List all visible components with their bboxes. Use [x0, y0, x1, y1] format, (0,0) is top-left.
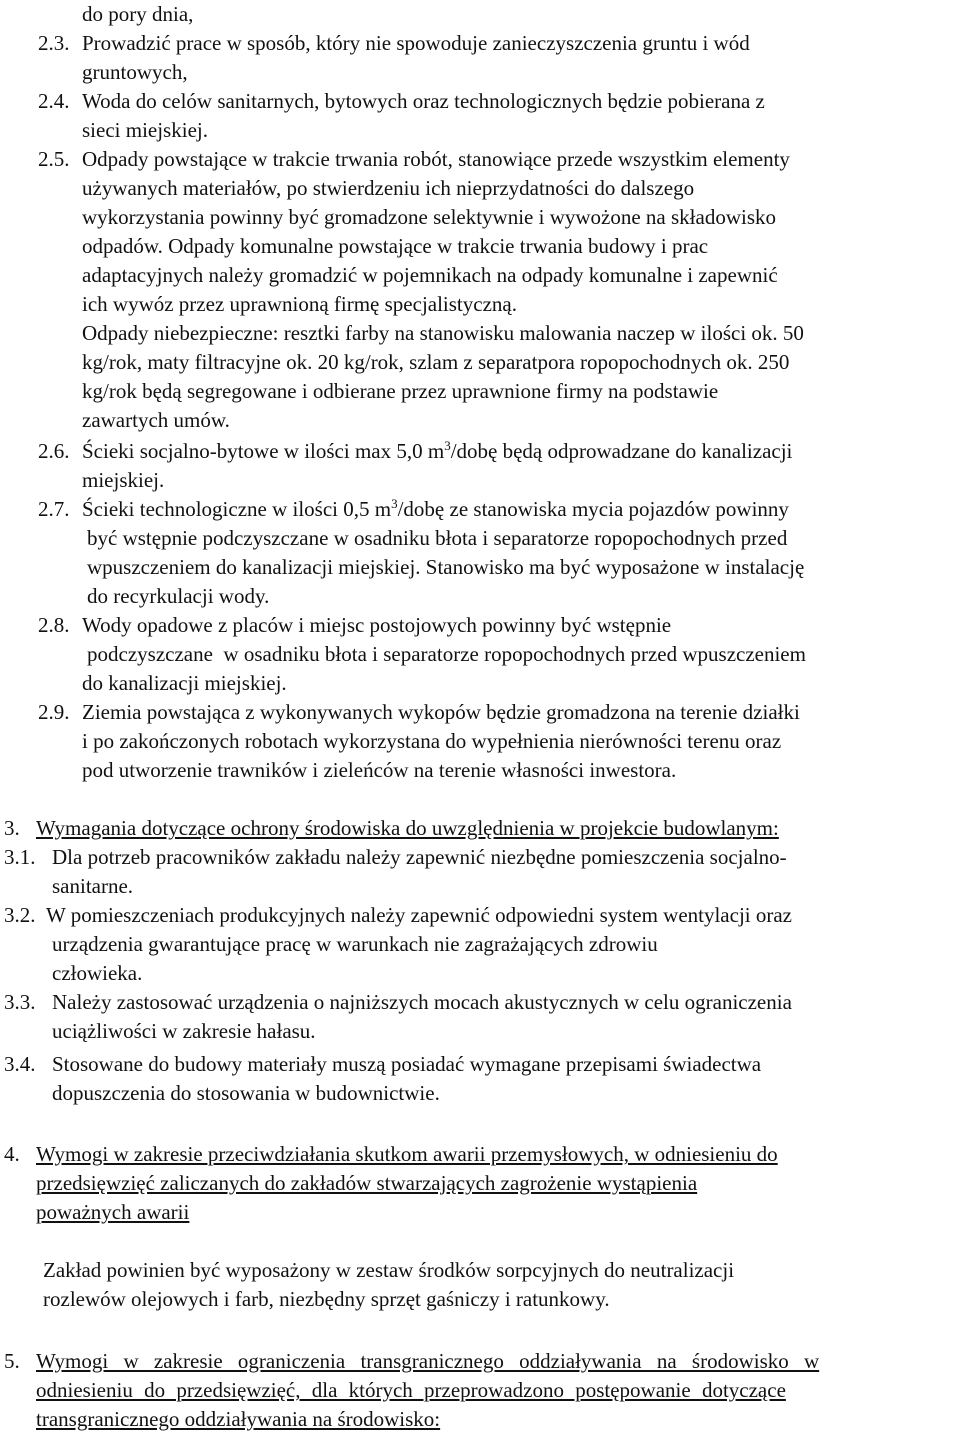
paragraph-line: do recyrkulacji wody.	[87, 584, 270, 608]
paragraph-line: urządzenia gwarantujące pracę w warunkach nie zagrażających zdrowiu	[52, 932, 658, 956]
paragraph-line: Prowadzić prace w sposób, który nie spowoduje zanieczyszczenia gruntu i wód	[82, 31, 750, 55]
paragraph-line: Odpady niebezpieczne: resztki farby na stanowisku malowania naczep w ilości ok. 50	[82, 321, 804, 345]
paragraph-line	[82, 495, 789, 524]
paragraph-line: wykorzystania powinny być gromadzone selektywnie i wywożone na składowisko	[82, 205, 777, 229]
paragraph-line: kg/rok, maty filtracyjne ok. 20 kg/rok, szlam z separatpora ropopochodnych ok. 250	[82, 350, 790, 374]
section-title-line: odniesieniu do przedsięwzięć, dla których przeprowadzono postępowanie dotyczące	[36, 1378, 786, 1402]
paragraph-line: Należy zastosować urządzenia o najniższych mocach akustycznych w celu ograniczenia	[52, 990, 792, 1014]
paragraph-line: miejskiej.	[82, 468, 165, 492]
paragraph-line: W pomieszczeniach produkcyjnych należy zapewnić odpowiedni system wentylacji oraz	[46, 903, 793, 927]
item-number: 2.8.	[38, 613, 70, 637]
item-number: 2.6.	[38, 439, 70, 463]
text-segment: Ścieki socjalno-bytowe w ilości max 5,0 m	[82, 439, 445, 463]
section-number: 3.	[4, 816, 20, 840]
paragraph-line: sanitarne.	[52, 874, 134, 898]
paragraph-line: rozlewów olejowych i farb, niezbędny sprzęt gaśniczy i ratunkowy.	[43, 1287, 610, 1311]
section-title-line: transgranicznego oddziaływania na środowisko:	[36, 1407, 441, 1431]
item-number: 2.7.	[38, 497, 70, 521]
paragraph-line	[82, 437, 792, 466]
section-title-line: poważnych awarii	[36, 1200, 190, 1224]
paragraph-line: Wody opadowe z placów i miejsc postojowych powinny być wstępnie	[82, 613, 672, 637]
paragraph-line: adaptacyjnych należy gromadzić w pojemnikach na odpady komunalne i zapewnić	[82, 263, 778, 287]
paragraph-line: wpuszczeniem do kanalizacji miejskiej. Stanowisko ma być wyposażone w instalację	[87, 555, 805, 579]
paragraph-line: sieci miejskiej.	[82, 118, 208, 142]
paragraph-line: dopuszczenia do stosowania w budownictwie.	[52, 1081, 440, 1105]
paragraph-line: i po zakończonych robotach wykorzystana do wypełnienia nierówności terenu oraz	[82, 729, 782, 753]
item-number: 2.3.	[38, 31, 70, 55]
paragraph-line: kg/rok będą segregowane i odbierane przez uprawnione firmy na podstawie	[82, 379, 719, 403]
section-title-line: Wymogi w zakresie ograniczenia transgranicznego oddziaływania na środowisko w	[36, 1349, 820, 1373]
item-number: 3.3.	[4, 990, 36, 1014]
text-segment: /dobę będą odprowadzane do kanalizacji	[450, 439, 793, 463]
paragraph-line: odpadów. Odpady komunalne powstające w trakcie trwania budowy i prac	[82, 234, 709, 258]
item-number: 2.4.	[38, 89, 70, 113]
section-title-line: przedsięwzięć zaliczanych do zakładów stwarzających zagrożenie wystąpienia	[36, 1171, 698, 1195]
item-number: 3.2.	[4, 903, 36, 927]
paragraph-line: Dla potrzeb pracowników zakładu należy zapewnić niezbędne pomieszczenia socjalno-	[52, 845, 787, 869]
section-number: 5.	[4, 1349, 20, 1373]
item-number: 3.1.	[4, 845, 36, 869]
superscript: 3	[391, 496, 398, 511]
paragraph-line: do kanalizacji miejskiej.	[82, 671, 287, 695]
paragraph-line: być wstępnie podczyszczane w osadniku błota i separatorze ropopochodnych przed	[87, 526, 788, 550]
superscript: 3	[444, 438, 451, 453]
paragraph-line: człowieka.	[52, 961, 143, 985]
paragraph-line: gruntowych,	[82, 60, 188, 84]
paragraph-line: uciążliwości w zakresie hałasu.	[52, 1019, 316, 1043]
paragraph-line: ich wywóz przez uprawnioną firmę specjalistyczną.	[82, 292, 517, 316]
paragraph-line: zawartych umów.	[82, 408, 230, 432]
paragraph-line: Ziemia powstająca z wykonywanych wykopów będzie gromadzona na terenie działki	[82, 700, 800, 724]
paragraph-line: Woda do celów sanitarnych, bytowych oraz technologicznych będzie pobierana z	[82, 89, 765, 113]
paragraph-line: Stosowane do budowy materiały muszą posiadać wymagane przepisami świadectwa	[52, 1052, 762, 1076]
section-title-line: Wymogi w zakresie przeciwdziałania skutkom awarii przemysłowych, w odniesieniu do	[36, 1142, 778, 1166]
item-number: 2.9.	[38, 700, 70, 724]
paragraph-line: podczyszczane w osadniku błota i separatorze ropopochodnych przed wpuszczeniem	[87, 642, 806, 666]
section-number: 4.	[4, 1142, 20, 1166]
paragraph-line: do pory dnia,	[82, 2, 194, 26]
item-number: 3.4.	[4, 1052, 36, 1076]
paragraph-line: pod utworzenie trawników i zieleńców na terenie własności inwestora.	[82, 758, 677, 782]
item-number: 2.5.	[38, 147, 70, 171]
paragraph-line: Odpady powstające w trakcie trwania robót, stanowiące przede wszystkim elementy	[82, 147, 790, 171]
paragraph-line: używanych materiałów, po stwierdzeniu ich nieprzydatności do dalszego	[82, 176, 695, 200]
text-segment: Ścieki technologiczne w ilości 0,5 m	[82, 497, 392, 521]
paragraph-line: Zakład powinien być wyposażony w zestaw środków sorpcyjnych do neutralizacji	[43, 1258, 735, 1282]
text-segment: /dobę ze stanowiska mycia pojazdów powinny	[397, 497, 789, 521]
section-title: Wymagania dotyczące ochrony środowiska do uwzględnienia w projekcie budowlanym:	[36, 816, 779, 840]
